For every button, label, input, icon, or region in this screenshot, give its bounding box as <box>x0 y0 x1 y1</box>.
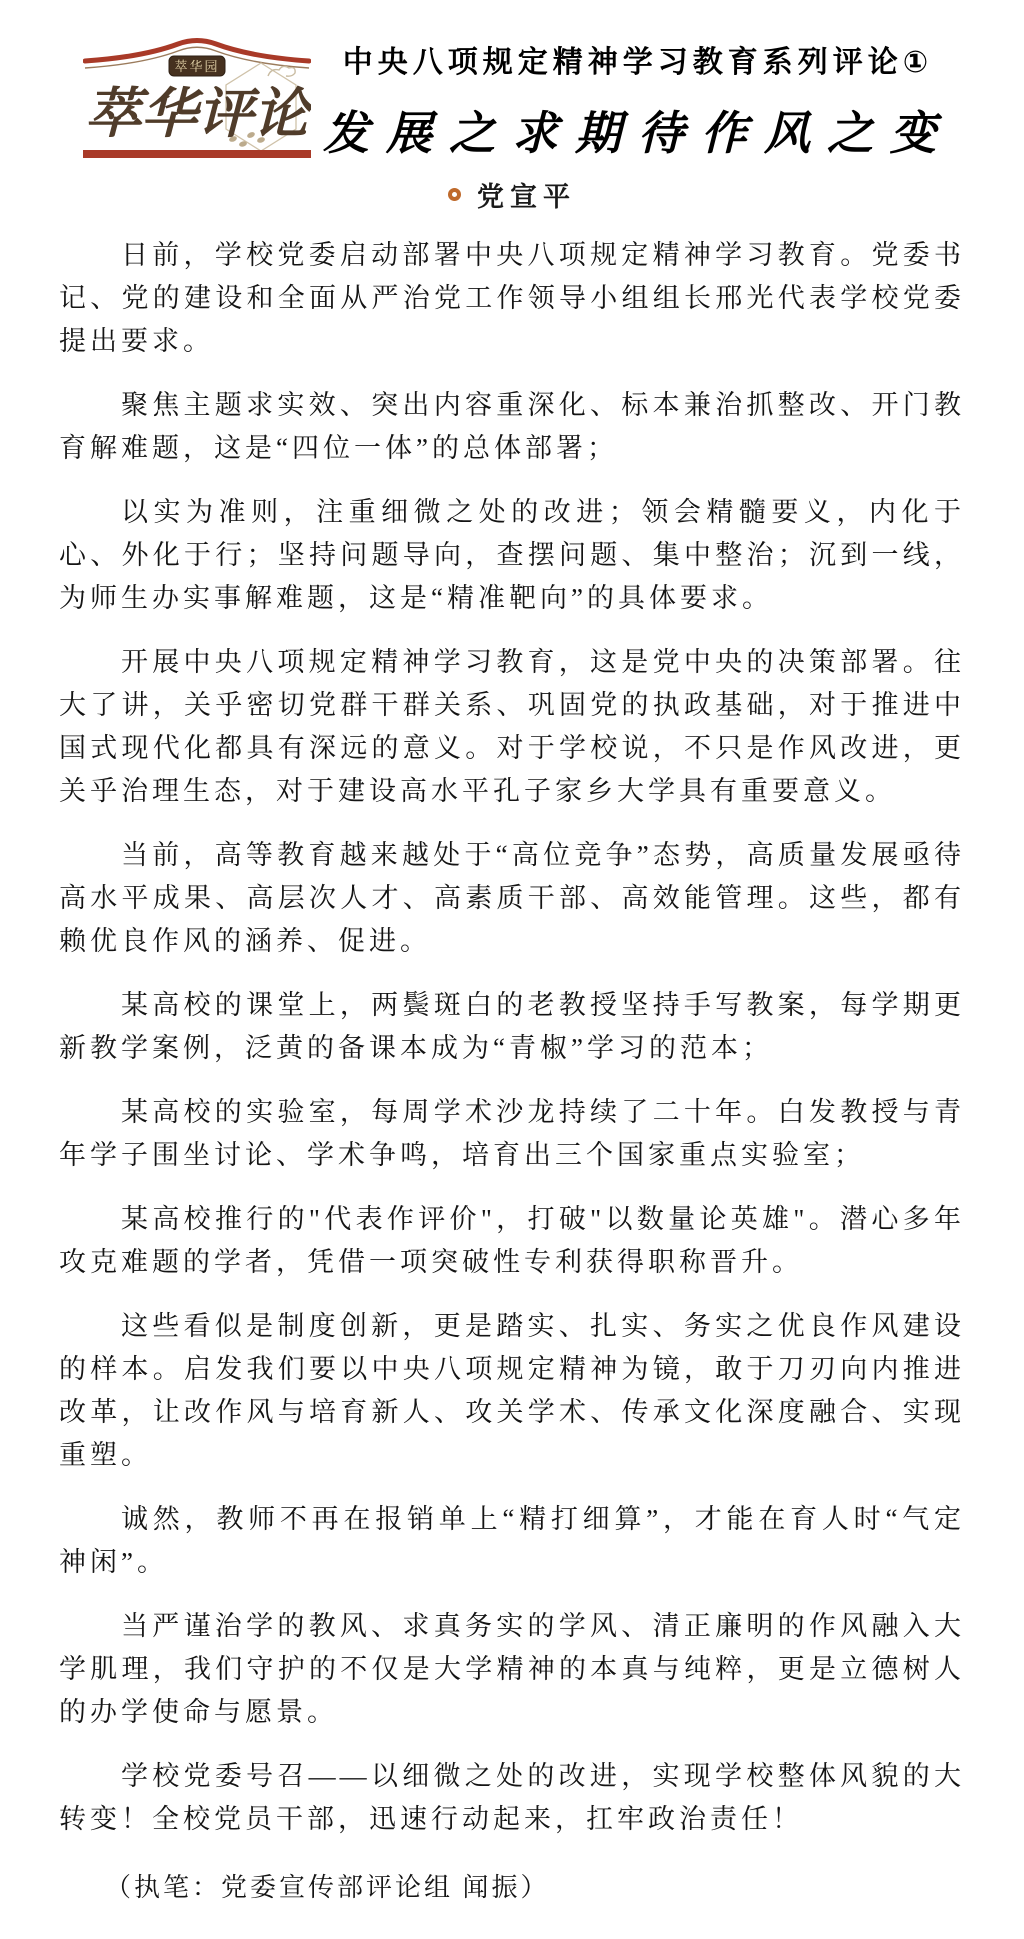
author-ring-icon <box>448 188 461 201</box>
title-block <box>311 35 965 163</box>
logo-wordmark: 萃华评论 <box>85 84 311 144</box>
byline <box>59 178 965 210</box>
article-body <box>59 234 965 1841</box>
article-paragraph: 某高校的课堂上，两鬓斑白的老教授坚持手写教案，每学期更新教学案例，泛黄的备课本成为“青椒”学习的范本； <box>59 990 965 1063</box>
article-paragraph: 聚焦主题求实效、突出内容重深化、标本兼治抓整改、开门教育解难题，这是“四位一体”的总体部署； <box>59 390 965 463</box>
article-paragraph: 学校党委号召——以细微之处的改进，实现学校整体风貌的大转变！全校党员干部，迅速行动起来，扛牢政治责任！ <box>59 1761 965 1834</box>
main-title: 发展之求期待作风之变 <box>323 108 953 159</box>
article-paragraph: 以实为准则，注重细微之处的改进；领会精髓要义，内化于心、外化于行；坚持问题导向，查摆问题、集中整治；沉到一线，为师生办实事解难题，这是“精准靶向”的具体要求。 <box>59 497 965 613</box>
article-paragraph: 当前，高等教育越来越处于“高位竞争”态势，高质量发展亟待高水平成果、高层次人才、高素质干部、高效能管理。这些，都有赖优良作风的涵养、促进。 <box>59 840 965 956</box>
article-paragraph: 开展中央八项规定精神学习教育，这是党中央的决策部署。往大了讲，关乎密切党群干群关系、巩固党的执政基础，对于推进中国式现代化都具有深远的意义。对于学校说，不只是作风改进，更关乎治理生态，对于建设高水平孔子家乡大学具有重要意义。 <box>59 647 965 806</box>
article-paragraph: 这些看似是制度创新，更是踏实、扎实、务实之优良作风建设的样本。启发我们要以中央八项规定精神为镜，敢于刀刃向内推进改革，让改作风与培育新人、攻关学术、传承文化深度融合、实现重塑。 <box>59 1311 965 1470</box>
footer-credit: （执笔：党委宣传部评论组 闻振） <box>105 1873 550 1902</box>
article-paragraph: 诚然，教师不再在报销单上“精打细算”，才能在育人时“气定神闲”。 <box>59 1504 965 1577</box>
author-name: 党宣平 <box>477 181 576 212</box>
logo-underline-bar <box>83 150 311 158</box>
logo-graphic <box>83 35 311 161</box>
article-paragraph: 当严谨治学的教风、求真务实的学风、清正廉明的作风融入大学肌理，我们守护的不仅是大学精神的本真与纯粹，更是立德树人的办学使命与愿景。 <box>59 1611 965 1727</box>
article-paragraph: 日前，学校党委启动部署中央八项规定精神学习教育。党委书记、党的建设和全面从严治党工作领导小组组长邢光代表学校党委提出要求。 <box>59 240 965 356</box>
article-paragraph: 某高校推行的"代表作评价"，打破"以数量论英雄"。潜心多年攻克难题的学者，凭借一项突破性专利获得职称晋升。 <box>59 1204 965 1277</box>
logo-badge-text: 萃华园 <box>174 59 220 74</box>
header <box>59 35 965 166</box>
series-title: 中央八项规定精神学习教育系列评论① <box>342 46 934 79</box>
cuihua-review-logo <box>83 35 311 166</box>
cloud-icon <box>268 66 295 76</box>
article-paragraph: 某高校的实验室，每周学术沙龙持续了二十年。白发教授与青年学子围坐讨论、学术争鸣，培育出三个国家重点实验室； <box>59 1097 965 1170</box>
